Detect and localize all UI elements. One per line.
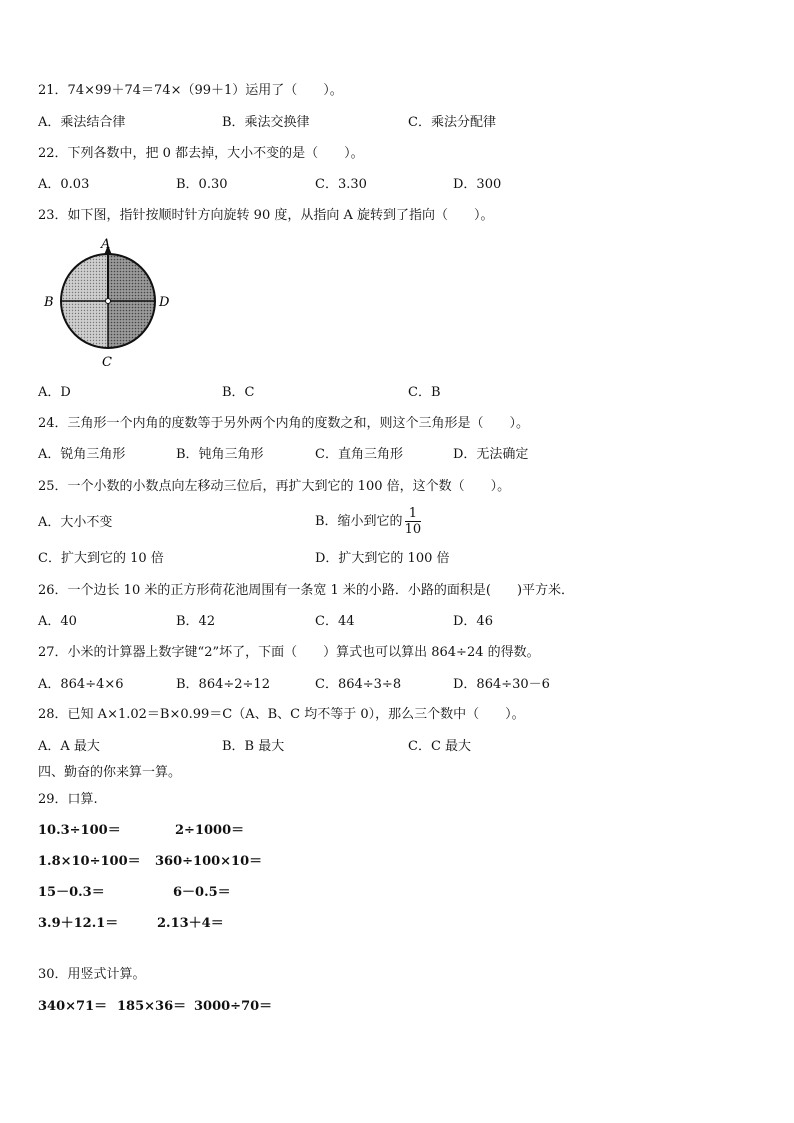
label-a: A <box>101 237 111 252</box>
section-4-title: 四、勤奋的你来算一算。 <box>38 765 182 780</box>
q23-option-b[interactable]: B．C <box>222 385 255 400</box>
q30-title: 30．用竖式计算。 <box>38 967 146 982</box>
q21-option-a[interactable]: A．乘法结合律 <box>38 115 126 130</box>
q30-item: 185×36＝ <box>117 999 187 1014</box>
q28-option-c[interactable]: C．C 最大 <box>408 739 472 754</box>
fraction-numerator: 1 <box>405 506 422 522</box>
q22-stem: 22．下列各数中，把 0 都去掉，大小不变的是（ ）。 <box>38 146 364 161</box>
fraction-denominator: 10 <box>404 522 422 537</box>
q27-option-b[interactable]: B．864÷2÷12 <box>176 677 270 692</box>
label-c: C <box>102 355 112 370</box>
q25-option-a[interactable]: A．大小不变 <box>38 515 113 530</box>
q24-option-b[interactable]: B．钝角三角形 <box>176 447 264 462</box>
q28-stem: 28．已知 A×1.02＝B×0.99＝C（A、B、C 均不等于 0），那么三个数中（ ）。 <box>38 707 525 722</box>
q26-option-b[interactable]: B．42 <box>176 614 216 629</box>
q24-option-d[interactable]: D．无法确定 <box>453 447 529 462</box>
q27-option-c[interactable]: C．864÷3÷8 <box>315 677 402 692</box>
q27-option-a[interactable]: A．864÷4×6 <box>38 677 124 692</box>
q30-item: 340×71＝ <box>38 999 108 1014</box>
q29-item: 1.8×10÷100＝ <box>38 854 141 869</box>
q22-option-d[interactable]: D．300 <box>453 177 502 192</box>
q25-option-b[interactable] <box>315 503 421 541</box>
q22-option-a[interactable]: A．0.03 <box>38 177 90 192</box>
label-b: B <box>44 295 54 310</box>
q29-item: 6－0.5＝ <box>173 885 231 900</box>
q28-option-a[interactable]: A．A 最大 <box>38 739 100 754</box>
q24-option-c[interactable]: C．直角三角形 <box>315 447 403 462</box>
q22-option-b[interactable]: B．0.30 <box>176 177 228 192</box>
label-d: D <box>159 295 170 310</box>
center-pivot <box>106 299 111 304</box>
q26-option-c[interactable]: C．44 <box>315 614 355 629</box>
q29-item: 2.13＋4＝ <box>157 916 224 931</box>
q28-option-b[interactable]: B．B 最大 <box>222 739 285 754</box>
q23-stem: 23．如下图，指针按顺时针方向旋转 90 度，从指向 A 旋转到了指向（ ）。 <box>38 208 494 223</box>
q29-item: 15－0.3＝ <box>38 885 105 900</box>
fraction-one-tenth <box>405 506 422 537</box>
q26-option-d[interactable]: D．46 <box>453 614 493 629</box>
q25-option-d[interactable]: D．扩大到它的 100 倍 <box>315 551 450 566</box>
q21-option-b[interactable]: B．乘法交换律 <box>222 115 310 130</box>
q25-option-b-text: B．缩小到它的 <box>315 514 403 529</box>
q23-option-a[interactable]: A．D <box>38 385 71 400</box>
q24-stem: 24．三角形一个内角的度数等于另外两个内角的度数之和，则这个三角形是（ ）。 <box>38 416 530 431</box>
q29-item: 360÷100×10＝ <box>155 854 263 869</box>
q21-option-c[interactable]: C．乘法分配律 <box>408 115 496 130</box>
dial-figure <box>38 234 178 370</box>
q26-stem: 26．一个边长 10 米的正方形荷花池周围有一条宽 1 米的小路．小路的面积是( )平方米． <box>38 583 575 598</box>
q23-option-c[interactable]: C．B <box>408 385 441 400</box>
q29-title: 29．口算. <box>38 792 98 807</box>
q25-option-c[interactable]: C．扩大到它的 10 倍 <box>38 551 164 566</box>
q29-item: 2÷1000＝ <box>175 823 245 838</box>
q21-stem: 21．74×99＋74＝74×（99＋1）运用了（ ）。 <box>38 83 343 98</box>
q24-option-a[interactable]: A．锐角三角形 <box>38 447 126 462</box>
q29-item: 3.9＋12.1＝ <box>38 916 119 931</box>
q26-option-a[interactable]: A．40 <box>38 614 77 629</box>
q25-stem: 25．一个小数的小数点向左移动三位后，再扩大到它的 100 倍，这个数（ ）。 <box>38 479 511 494</box>
q22-option-c[interactable]: C．3.30 <box>315 177 367 192</box>
q27-stem: 27．小米的计算器上数字键“2”坏了，下面（ ）算式也可以算出 864÷24 的得数。 <box>38 645 540 660</box>
q30-item: 3000÷70＝ <box>194 999 273 1014</box>
q27-option-d[interactable]: D．864÷30－6 <box>453 677 550 692</box>
q29-item: 10.3÷100＝ <box>38 823 121 838</box>
